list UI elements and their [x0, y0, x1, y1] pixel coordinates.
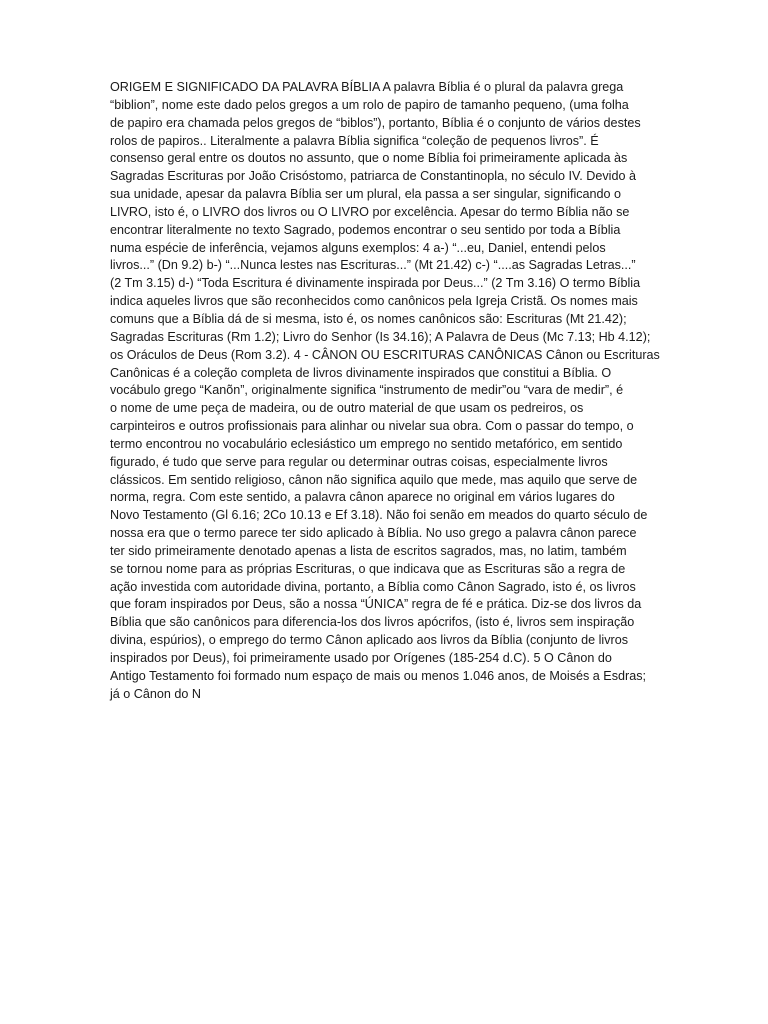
text-line: Sagradas Escrituras por João Crisóstomo, patriarca de Constantinopla, no século IV. Devido à	[110, 169, 636, 184]
text-line: Bíblia que são canônicos para diferencia-los dos livros apócrifos, (isto é, livros sem inspiração	[110, 615, 635, 630]
document-body-text	[110, 79, 660, 704]
text-line: LIVRO, isto é, o LIVRO dos livros ou O LIVRO por excelência. Apesar do termo Bíblia não se	[110, 204, 630, 219]
text-line: carpinteiros e outros profissionais para alinhar ou nivelar sua obra. Com o passar do tempo, o	[110, 419, 634, 434]
text-line: divina, espúrios), o emprego do termo Cânon aplicado aos livros da Bíblia (conjunto de livros	[110, 633, 629, 648]
text-line: rolos de papiros.. Literalmente a palavra Bíblia significa “coleção de pequenos livros”. É	[110, 133, 599, 148]
text-line: os Oráculos de Deus (Rom 3.2). 4 - CÂNON OU ESCRITURAS CANÔNICAS Cânon ou Escrituras	[110, 347, 660, 362]
text-line: nossa era que o termo parece ter sido aplicado à Bíblia. No uso grego a palavra cânon parece	[110, 526, 637, 541]
text-line: “biblion”, nome este dado pelos gregos a um rolo de papiro de tamanho pequeno, (uma folha	[110, 97, 629, 112]
text-line: ter sido primeiramente denotado apenas a lista de escritos sagrados, mas, no latim, também	[110, 543, 627, 558]
text-line: indica aqueles livros que são reconhecidos como canônicos pela Igreja Cristã. Os nomes mais	[110, 294, 638, 309]
text-line: vocábulo grego “Kanõn”, originalmente significa “instrumento de medir”ou “vara de medir”, é	[110, 383, 624, 398]
text-line: se tornou nome para as próprias Escrituras, o que indicava que as Escrituras são a regra de	[110, 561, 626, 576]
text-line: consenso geral entre os doutos no assunto, que o nome Bíblia foi primeiramente aplicada às	[110, 151, 628, 166]
text-line: norma, regra. Com este sentido, a palavra cânon aparece no original em vários lugares do	[110, 490, 615, 505]
text-line: clássicos. Em sentido religioso, cânon não significa aquilo que mede, mas aquilo que serve de	[110, 472, 638, 487]
text-line: inspirados por Deus), foi primeiramente usado por Orígenes (185-254 d.C). 5 O Cânon do	[110, 651, 612, 665]
text-line: comuns que a Bíblia dá de si mesma, isto é, os nomes canônicos são: Escrituras (Mt 21.42);	[110, 311, 627, 326]
text-line: figurado, é tudo que serve para regular ou determinar outras coisas, especialmente livros	[110, 454, 608, 469]
text-line: livros...” (Dn 9.2) b-) “...Nunca lestes nas Escrituras...” (Mt 21.42) c-) “....as Sagradas Letras...”	[110, 258, 636, 273]
text-line: numa espécie de inferência, vejamos alguns exemplos: 4 a-) “...eu, Daniel, entendi pelos	[110, 240, 606, 255]
text-line: Antigo Testamento foi formado num espaço de mais ou menos 1.046 anos, de Moisés a Esdras;	[110, 668, 647, 683]
text-line: o nome de ume peça de madeira, ou de outro material de que usam os pedreiros, os	[110, 401, 584, 416]
text-line: Novo Testamento (Gl 6.16; 2Co 10.13 e Ef 3.18). Não foi senão em meados do quarto século de	[110, 508, 648, 523]
text-line: ORIGEM E SIGNIFICADO DA PALAVRA BÍBLIA A palavra Bíblia é o plural da palavra grega	[110, 80, 624, 94]
text-line: de papiro era chamada pelos gregos de “biblos”), portanto, Bíblia é o conjunto de vários destes	[110, 115, 641, 130]
text-line: ação investida com autoridade divina, portanto, a Bíblia como Cânon Sagrado, isto é, os livros	[110, 579, 636, 594]
text-line: termo encontrou no vocabulário eclesiástico um emprego no sentido metafórico, em sentido	[110, 436, 623, 451]
text-line: Sagradas Escrituras (Rm 1.2); Livro do Senhor (Is 34.16); A Palavra de Deus (Mc 7.13; Hb 4.12);	[110, 329, 651, 344]
text-line: sua unidade, apesar da palavra Bíblia ser um plural, ela passa a ser singular, significando o	[110, 187, 622, 202]
text-line: encontrar literalmente no texto Sagrado, podemos encontrar o seu sentido por toda a Bíblia	[110, 222, 621, 237]
text-line: Canônicas é a coleção completa de livros divinamente inspirados que constitui a Bíblia. O	[110, 365, 612, 380]
text-line: já o Cânon do N	[110, 686, 202, 701]
text-line: (2 Tm 3.15) d-) “Toda Escritura é divinamente inspirada por Deus...” (2 Tm 3.16) O termo Bíblia	[110, 276, 641, 291]
text-line: que foram inspirados por Deus, são a nossa “ÚNICA” regra de fé e prática. Diz-se dos livros da	[110, 597, 642, 612]
